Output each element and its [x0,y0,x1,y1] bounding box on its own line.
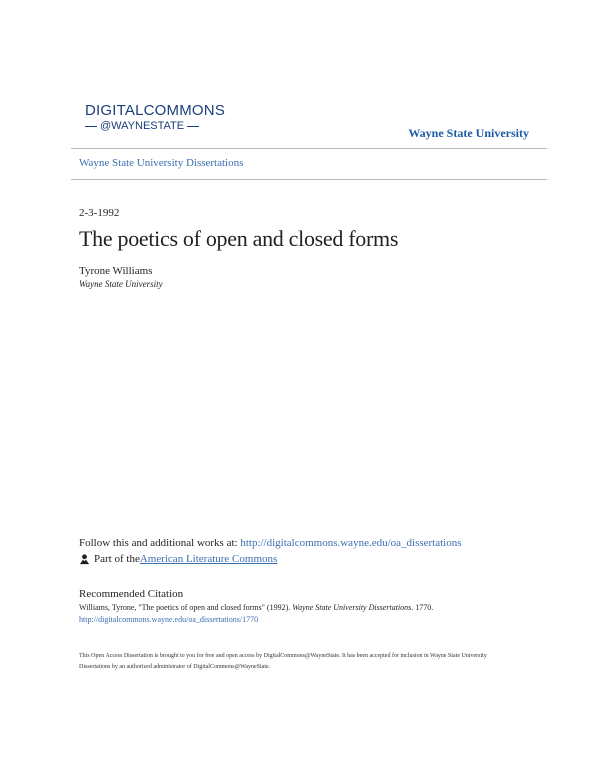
follow-label: Follow this and additional works at: [79,537,241,549]
citation-url-link[interactable]: http://digitalcommons.wayne.edu/oa_dissertations/1770 [79,615,259,624]
collection-url-link[interactable]: http://digitalcommons.wayne.edu/oa_dissertations [240,537,462,549]
citation-journal: Wayne State University Dissertations [292,603,412,612]
recommended-citation-heading: Recommended Citation [79,588,184,600]
header-divider-bottom [71,179,547,180]
part-of-line [79,553,277,565]
logo-line2: @WAYNESTATE [100,120,185,132]
page-title: The poetics of open and closed forms [79,226,399,251]
citation-text: Williams, Tyrone, "The poetics of open and closed forms" (1992). [79,603,293,612]
open-access-notice: This Open Access Dissertation is brought to you for free and open access by DigitalCommons@WayneState. It has been accepted for inclusion in Wayne State University Dissertations by an authorized administrator of DigitalCommons@WayneState. [79,653,487,670]
citation-block [79,602,519,626]
american-literature-commons-link[interactable]: American Literature Commons [139,553,278,565]
publication-date: 2-3-1992 [79,207,120,219]
commons-network-icon [79,554,90,565]
logo-line1: DIGITALCOMMONS [85,102,226,119]
university-name[interactable]: Wayne State University [408,126,529,140]
logo-line2-row [85,120,225,132]
follow-line [79,537,462,549]
part-of-label: Part of the [94,553,140,565]
citation-number: . 1770. [411,603,434,612]
series-link[interactable]: Wayne State University Dissertations [79,157,244,169]
digitalcommons-logo[interactable] [85,103,225,139]
header-divider-top [71,148,547,149]
author-name: Tyrone Williams [79,265,153,277]
logo-rule-right [187,126,199,127]
logo-rule-left [85,126,97,127]
author-affiliation: Wayne State University [79,279,163,289]
